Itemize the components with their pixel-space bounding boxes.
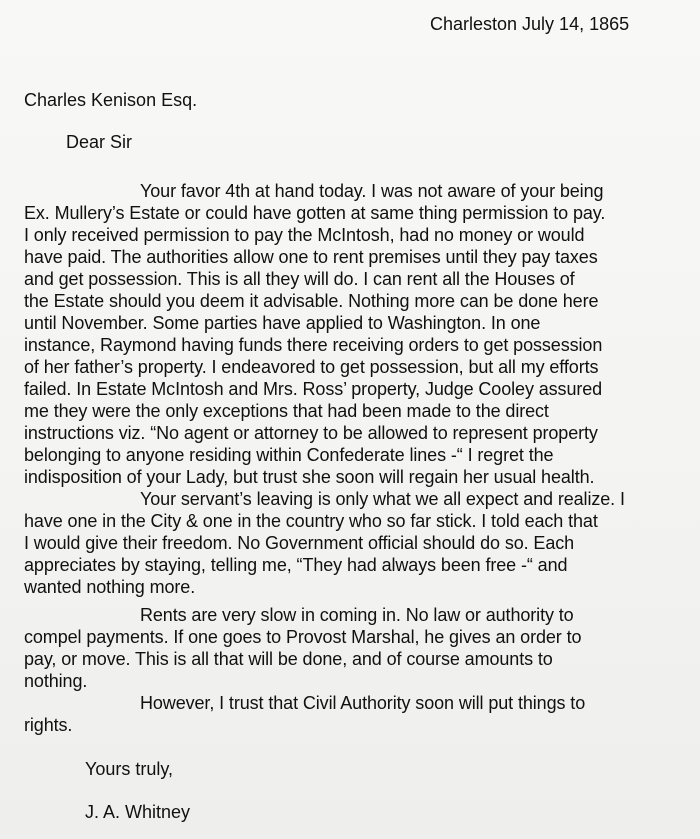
body-line: I would give their freedom. No Government official should do so. Each: [24, 533, 575, 553]
body-line: Your favor 4th at hand today. I was not aware of your being: [140, 181, 604, 201]
body-line: have paid. The authorities allow one to rent premises until they pay taxes: [24, 247, 598, 267]
body-line: belonging to anyone residing within Confederate lines -“ I regret the: [24, 445, 554, 465]
letter-date: Charleston July 14, 1865: [430, 14, 630, 34]
letter-closing: Yours truly,: [85, 759, 174, 779]
body-line: failed. In Estate McIntosh and Mrs. Ross’ property, Judge Cooley assured: [24, 379, 603, 399]
body-line: Ex. Mullery’s Estate or could have gotten at same thing permission to pay.: [24, 203, 606, 223]
body-line: the Estate should you deem it advisable. Nothing more can be done here: [24, 291, 599, 311]
body-line: of her father’s property. I endeavored to get possession, but all my efforts: [24, 357, 599, 377]
body-line: instructions viz. “No agent or attorney to be allowed to represent property: [24, 423, 598, 443]
body-line: appreciates by staying, telling me, “They had always been free -“ and: [24, 555, 568, 575]
body-line: have one in the City & one in the country who so far stick. I told each that: [24, 511, 598, 531]
letter-salutation: Dear Sir: [66, 132, 133, 152]
body-line: compel payments. If one goes to Provost Marshal, he gives an order to: [24, 627, 582, 647]
body-line: wanted nothing more.: [24, 577, 196, 597]
body-line: Your servant’s leaving is only what we all expect and realize. I: [140, 489, 625, 509]
body-line: pay, or move. This is all that will be done, and of course amounts to: [24, 649, 553, 669]
body-line: rights.: [24, 715, 73, 735]
body-line: until November. Some parties have applied to Washington. In one: [24, 313, 541, 333]
body-line: nothing.: [24, 671, 88, 691]
body-line: and get possession. This is all they will do. I can rent all the Houses of: [24, 269, 575, 289]
body-line: However, I trust that Civil Authority soon will put things to: [140, 693, 586, 713]
body-line: me they were the only exceptions that had been made to the direct: [24, 401, 549, 421]
body-line: instance, Raymond having funds there receiving orders to get possession: [24, 335, 603, 355]
letter-signature: J. A. Whitney: [85, 802, 191, 822]
body-line: I only received permission to pay the McIntosh, had no money or would: [24, 225, 585, 245]
body-line: Rents are very slow in coming in. No law or authority to: [140, 605, 574, 625]
body-line: indisposition of your Lady, but trust she soon will regain her usual health.: [24, 467, 595, 487]
letter-recipient: Charles Kenison Esq.: [24, 90, 198, 110]
